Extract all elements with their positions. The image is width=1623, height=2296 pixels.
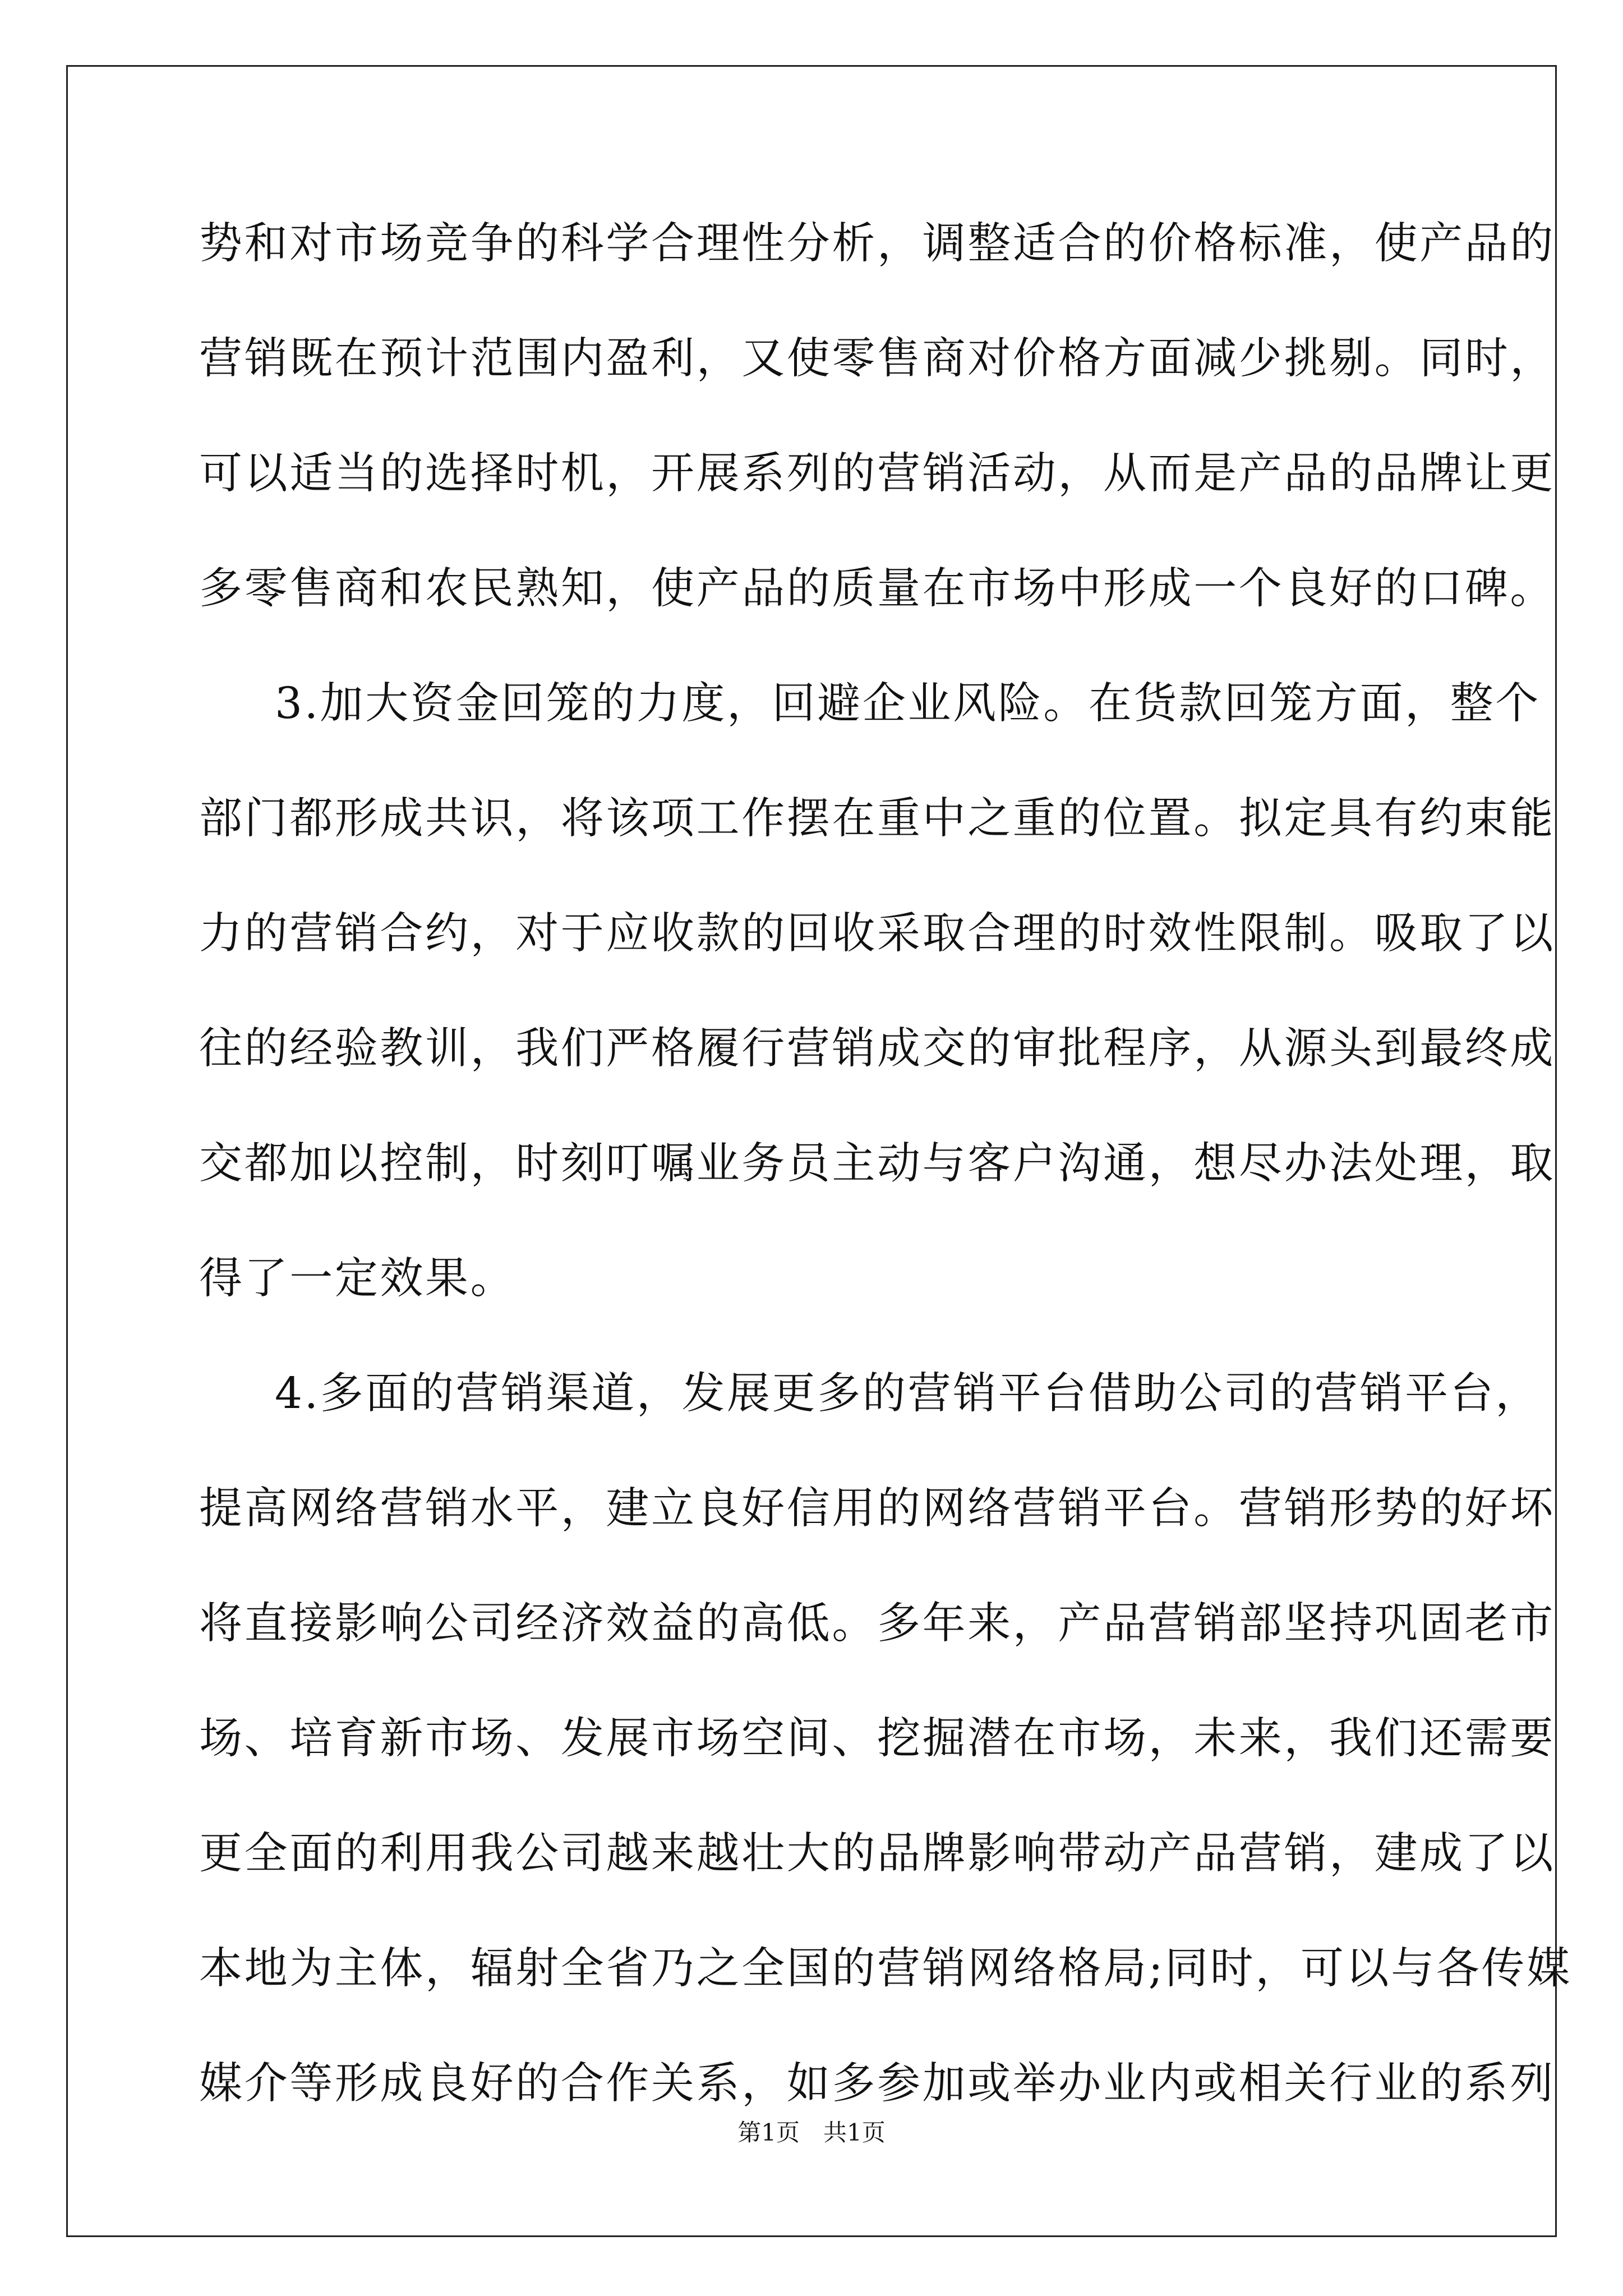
text-line: 多零售商和农民熟知，使产品的质量在市场中形成一个良好的口碑。 (199, 564, 1555, 614)
text-line: 提高网络营销水平，建立良好信用的网络营销平台。营销形势的好坏 (199, 1484, 1555, 1534)
text-line: 将直接影响公司经济效益的高低。多年来，产品营销部坚持巩固老市 (199, 1599, 1555, 1649)
text-line: 得了一定效果。 (199, 1254, 516, 1304)
paragraph-first-line: 4.多面的营销渠道，发展更多的营销平台借助公司的营销平台， (275, 1369, 1541, 1419)
text-line: 更全面的利用我公司越来越壮大的品牌影响带动产品营销，建成了以 (199, 1829, 1555, 1879)
page-number-footer: 第1页 共1页 (737, 2119, 886, 2146)
text-line: 力的营销合约，对于应收款的回收采取合理的时效性限制。吸取了以 (199, 909, 1555, 959)
text-line: 媒介等形成良好的合作关系，如多参加或举办业内或相关行业的系列 (199, 2059, 1555, 2109)
text-line: 营销既在预计范围内盈利，又使零售商对价格方面减少挑剔。同时， (199, 334, 1555, 384)
text-line: 往的经验教训，我们严格履行营销成交的审批程序，从源头到最终成 (199, 1024, 1555, 1074)
text-line: 部门都形成共识，将该项工作摆在重中之重的位置。拟定具有约束能 (199, 794, 1555, 844)
text-line: 场、培育新市场、发展市场空间、挖掘潜在市场，未来，我们还需要 (199, 1714, 1555, 1764)
text-line: 可以适当的选择时机，开展系列的营销活动，从而是产品的品牌让更 (199, 449, 1555, 499)
text-line: 交都加以控制，时刻叮嘱业务员主动与客户沟通，想尽办法处理，取 (199, 1139, 1555, 1189)
text-line: 本地为主体，辐射全省乃之全国的营销网络格局;同时，可以与各传媒 (199, 1944, 1572, 1994)
text-line: 势和对市场竞争的科学合理性分析，调整适合的价格标准，使产品的 (199, 219, 1555, 269)
paragraph-first-line: 3.加大资金回笼的力度，回避企业风险。在货款回笼方面，整个 (275, 679, 1541, 729)
